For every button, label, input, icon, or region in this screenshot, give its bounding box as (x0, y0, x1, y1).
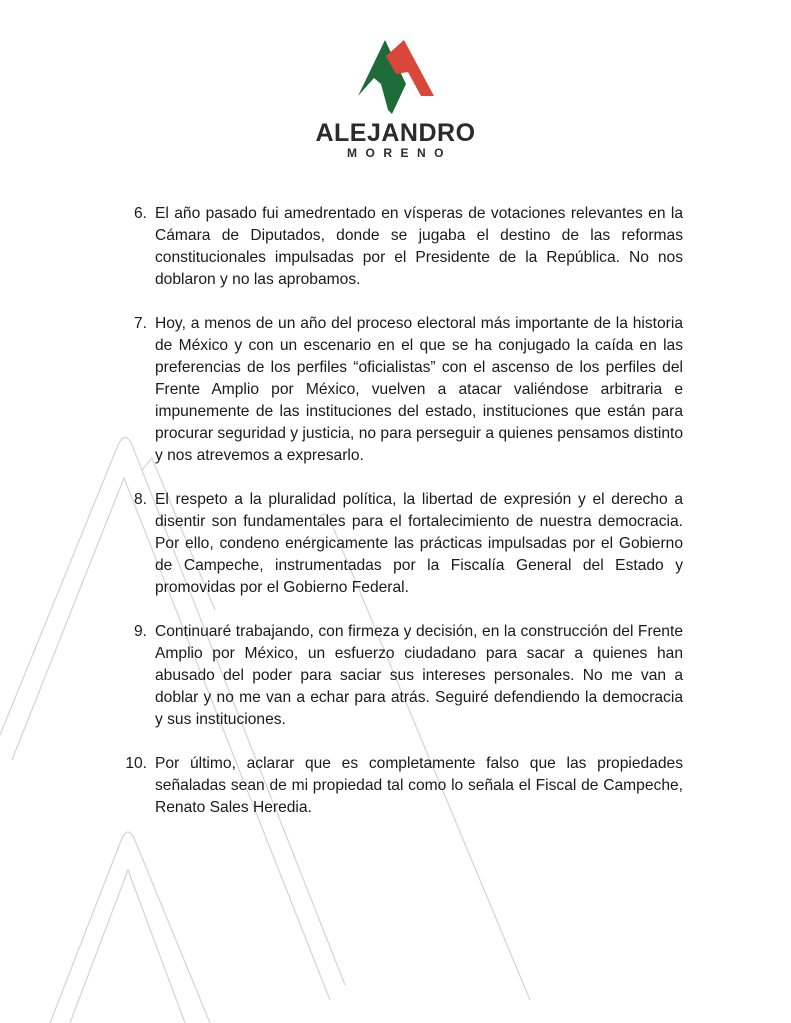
numbered-list (115, 203, 683, 841)
item-text: El año pasado fui amedrentado en vísperas de votaciones relevantes en la Cámara de Diputados, donde se jugaba el destino de las reformas constitucionales impulsadas por el Presidente de la República. No nos doblaron y no las aprobamos. (155, 205, 683, 288)
letterhead (0, 34, 791, 160)
item-text: Hoy, a menos de un año del proceso electoral más importante de la historia de México y con un escenario en el que se ha conjugado la caída en las preferencias de los perfiles “oficialistas” con el ascenso de los perfiles del Frente Amplio por México, vuelven a atacar valiéndose arbitraria e impunemente de las instituciones del estado, instituciones que están para procurar seguridad y justicia, no para perseguir a quienes pensamos distinto y nos atrevemos a expresarlo. (155, 315, 683, 464)
item-number: 8. (133, 491, 147, 508)
item-text: Por último, aclarar que es completamente falso que las propiedades señaladas sean de mi propiedad tal como lo señala el Fiscal de Campeche, Renato Sales Heredia. (155, 755, 683, 816)
brand-name: ALEJANDRO (315, 119, 476, 147)
item-number: 9. (133, 623, 147, 640)
item-number: 6. (133, 205, 147, 222)
item-text: El respeto a la pluralidad política, la libertad de expresión y el derecho a disentir son fundamentales para el fortalecimiento de nuestra democracia. Por ello, condeno enérgicamente las prácticas impulsadas por el Gobierno de Campeche, instrumentadas por la Fiscalía General del Estado y promovidas por el Gobierno Federal. (155, 491, 683, 596)
list-item (115, 489, 683, 599)
list-item (115, 753, 683, 819)
list-item (115, 621, 683, 731)
logo-mark-icon (356, 34, 436, 116)
list-item (115, 313, 683, 467)
item-number: 7. (133, 315, 147, 332)
brand-subtitle: MORENO (347, 146, 452, 160)
list-item (115, 203, 683, 291)
item-number: 10. (125, 755, 147, 772)
item-text: Continuaré trabajando, con firmeza y decisión, en la construcción del Frente Amplio por México, un esfuerzo ciudadano para sacar a quienes han abusado del poder para saciar sus intereses personales. No me van a doblar y no me van a echar para atrás. Seguiré defendiendo la democracia y sus instituciones. (155, 623, 683, 728)
